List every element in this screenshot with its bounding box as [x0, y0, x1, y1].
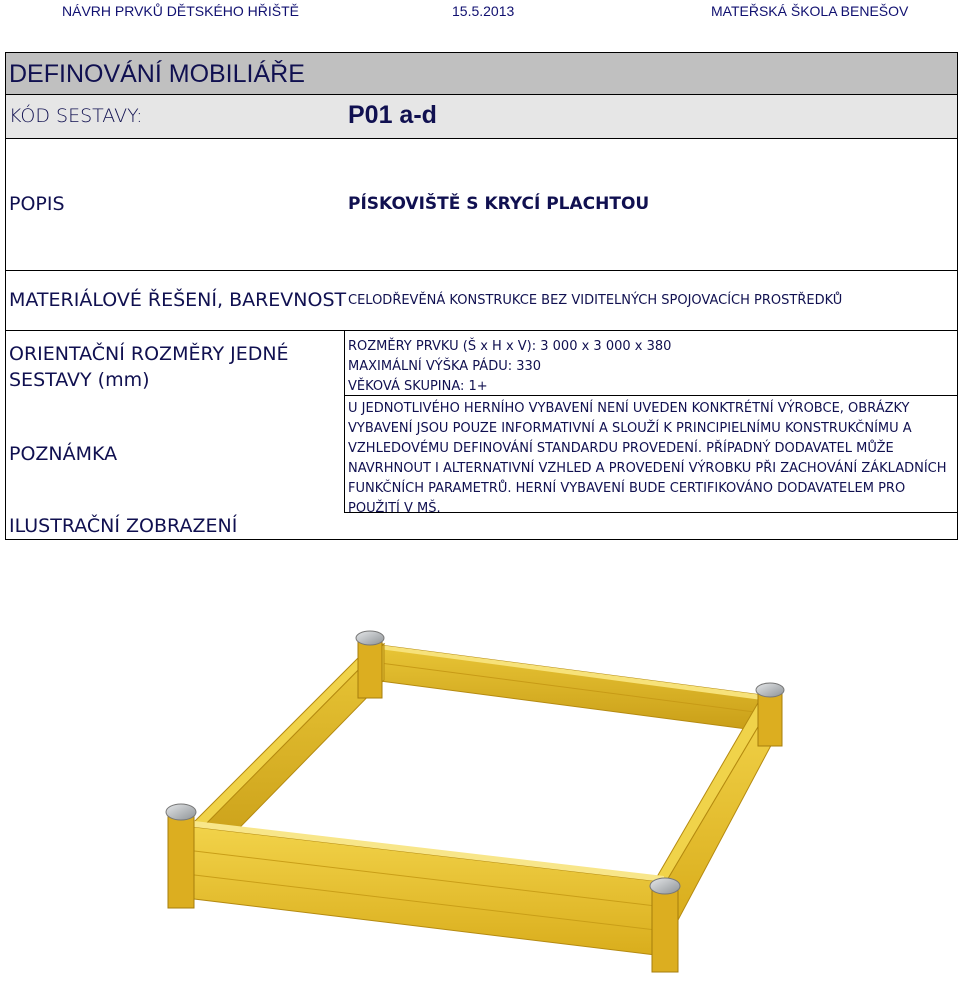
furniture-definition-sheet [5, 52, 958, 540]
document-date: 15.5.2013 [452, 3, 515, 19]
dimensions-values [348, 337, 671, 397]
description-value: PÍSKOVIŠTĚ S KRYCÍ PLACHTOU [348, 194, 650, 214]
material-value: CELODŘEVĚNÁ KONSTRUKCE BEZ VIDITELNÝCH SPOJOVACÍCH PROSTŘEDKŮ [348, 293, 843, 308]
post-back-right [756, 683, 784, 746]
dimensions-line: ROZMĚRY PRVKU (Š x H x V): 3 000 x 3 000 x 380 [348, 339, 672, 354]
description-label: POPIS [9, 193, 65, 215]
material-row [6, 271, 957, 331]
post-front-left [166, 804, 196, 908]
sheet-title: DEFINOVÁNÍ MOBILIÁŘE [9, 60, 305, 88]
document-header [0, 0, 960, 24]
description-row [6, 139, 957, 271]
max-fall-height: MAXIMÁLNÍ VÝŠKA PÁDU: 330 [348, 359, 542, 374]
project-title: NÁVRH PRVKŮ DĚTSKÉHO HŘIŠTĚ [62, 3, 300, 19]
front-board [186, 826, 664, 956]
post-front-right [650, 878, 680, 972]
code-value: P01 a-d [348, 101, 437, 129]
code-row [6, 95, 957, 139]
dimensions-label-line: ORIENTAČNÍ ROZMĚRY JEDNÉ [9, 343, 289, 365]
left-board [186, 644, 384, 830]
age-group: VĚKOVÁ SKUPINA: 1+ [348, 379, 488, 394]
note-label: POZNÁMKA [9, 443, 118, 465]
illustration-label: ILUSTRAČNÍ ZOBRAZENÍ [9, 515, 238, 537]
dimensions-label [9, 341, 289, 393]
sandbox-illustration [150, 620, 810, 980]
code-label: KÓD SESTAVY: [9, 105, 143, 127]
post-back-left [356, 631, 384, 698]
note-text: U JEDNOTLIVÉHO HERNÍHO VYBAVENÍ NENÍ UVEDEN KONKTRÉTNÍ VÝROBCE, OBRÁZKY VYBAVENÍ JSOU POUZE INFORMATIVNÍ A SLOUŽÍ K PRINCIPIELNÍMU KONSTRUKČNÍMU A VZHLEDOVÉMU DEFINOVÁNÍ STANDARDU PROVEDENÍ. PŘÍPADNÝ DODAVATEL MŮŽE NAVRHNOUT I ALTERNATIVNÍ VZHLED A PROVEDENÍ VÝROBKU PŘI ZACHOVÁNÍ ZÁKLADNÍCH FUNKČNÍCH PARAMETRŮ. HERNÍ VYBAVENÍ BUDE CERTIFIKOVÁNO DODAVATELEM PRO POUŽITÍ V MŠ. [348, 401, 947, 516]
details-block [6, 331, 957, 539]
client-name: MATEŘSKÁ ŠKOLA BENEŠOV [711, 3, 909, 19]
material-label: MATERIÁLOVÉ ŘEŠENÍ, BAREVNOST [9, 289, 347, 311]
dimensions-label-line: SESTAVY (mm) [9, 369, 150, 391]
sheet-title-band [6, 53, 957, 95]
